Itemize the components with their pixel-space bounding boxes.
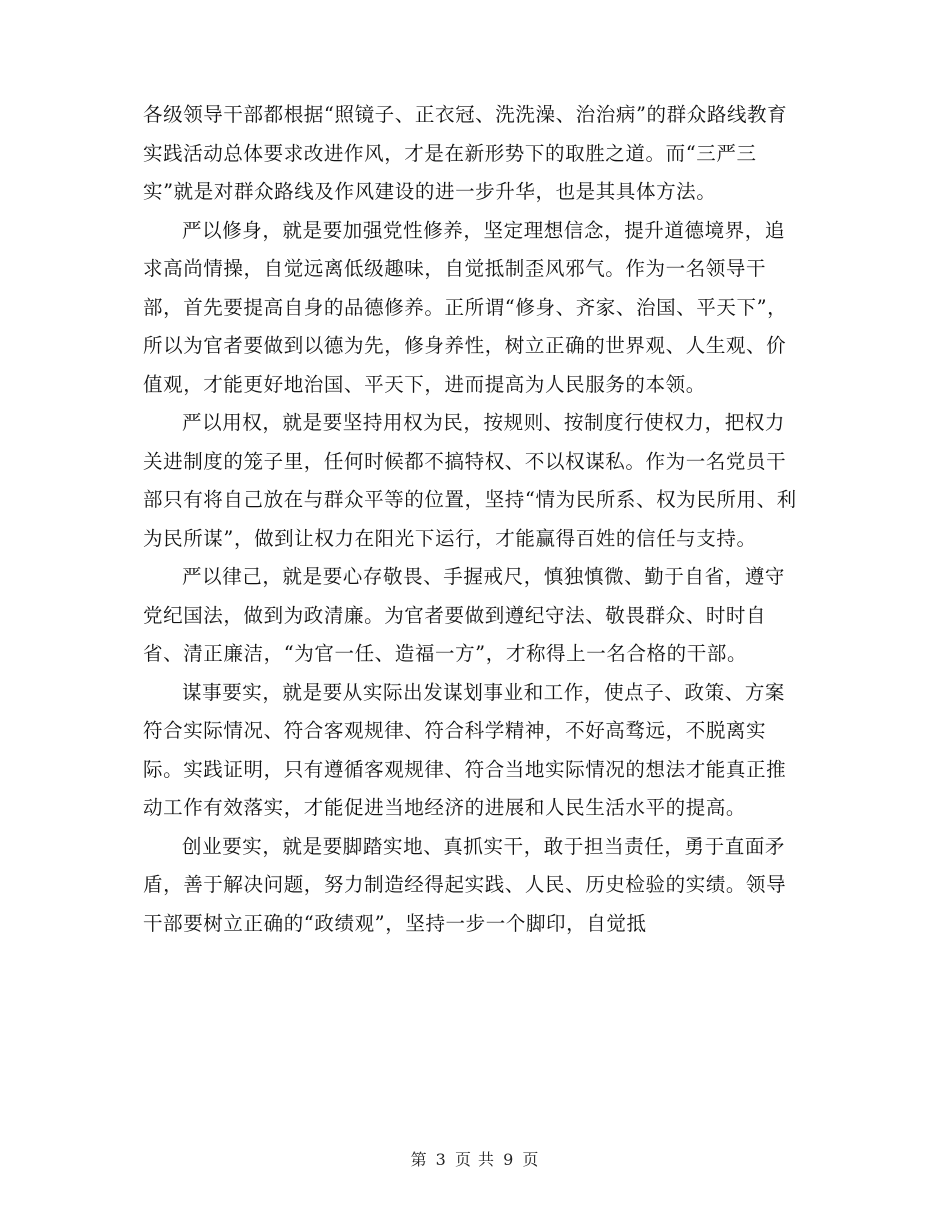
footer-middle: 页 共 bbox=[454, 1150, 496, 1169]
text-line: 各级领导干部都根据“照镜子、正衣冠、洗洗澡、治治病”的群众路 bbox=[143, 103, 727, 126]
paragraph bbox=[143, 674, 803, 828]
text-line: 平的提高。 bbox=[645, 796, 747, 819]
footer-current-page: 3 bbox=[435, 1150, 447, 1169]
text-line: “三严三实”就是对群众路线及作风建设的进一步升华，也是其具体 bbox=[143, 141, 757, 203]
text-line: 权为民所用、利为民所谋”，做到让权力在阳光下运行，才能赢得百 bbox=[143, 488, 797, 550]
text-line: 导干部，首先要提高自身的品德修养。正所谓“修身、齐家、治国、 bbox=[143, 257, 767, 319]
text-line: 遵守党纪国法，做到为政清廉。为官者要做到遵纪守法、敬畏群众、 bbox=[143, 565, 786, 627]
text-line: 权力关进制度的笼子里，任何时候都不搞特权、不以权谋私。作为一 bbox=[143, 411, 786, 473]
text-line: 方案符合实际情况、符合客观规律、符合科学精神，不好高骛远，不 bbox=[143, 680, 786, 742]
text-line: 观、人生观、价值观，才能更好地治国、平天下，进而提高为人民服 bbox=[143, 334, 787, 396]
text-line: 方法。 bbox=[656, 180, 717, 203]
text-line: 时时自省、清正廉洁，“为官一任、造福一方”，才称得上一名合格 bbox=[143, 603, 767, 665]
text-line: 脱离实际。实践证明，只有遵循客观规律、符合当地实际情况的想法 bbox=[143, 719, 767, 781]
text-line: 严以修身，就是要加强党性修养，坚定理想信念，提升道德境界， bbox=[182, 218, 765, 242]
text-line: 线教育实践活动总体要求改进作风，才是在新形势下的取胜之道。而 bbox=[143, 103, 788, 165]
document-body bbox=[143, 96, 803, 943]
text-line: 的干部。 bbox=[666, 642, 748, 665]
paragraph bbox=[143, 96, 803, 212]
text-line: 面矛盾，善于解决问题，努力制造经得起实践、人民、历史检验的实 bbox=[143, 834, 786, 896]
text-line: 严以用权，就是要坚持用权为民，按规则、按制度行使权力，把 bbox=[182, 411, 745, 434]
footer-suffix: 页 bbox=[522, 1150, 540, 1169]
footer-prefix: 第 bbox=[410, 1150, 428, 1169]
text-line: 平天下”，所以为官者要做到以德为先，修身养性，树立正确的世界 bbox=[143, 295, 788, 357]
text-line: 严以律己，就是要心存敬畏、手握戒尺，慎独慎微、勤于自省， bbox=[182, 565, 745, 588]
text-line: 谋事要实，就是要从实际出发谋划事业和工作，使点子、政策、 bbox=[182, 680, 745, 704]
paragraph bbox=[143, 404, 803, 558]
text-line: 才能真正推动工作有效落实，才能促进当地经济的进展和人民生活水 bbox=[143, 757, 787, 819]
text-line: 追求高尚情操，自觉远离低级趣味，自觉抵制歪风邪气。作为一名领 bbox=[143, 218, 786, 280]
text-line: 绩。领导干部要树立正确的“政绩观”，坚持一步一个脚印，自觉抵 bbox=[143, 873, 787, 935]
paragraph bbox=[143, 828, 803, 944]
page-number-footer bbox=[0, 1150, 950, 1170]
text-line: 务的本领。 bbox=[605, 372, 706, 396]
footer-total-pages: 9 bbox=[503, 1150, 515, 1169]
text-line: 创业要实，就是要脚踏实地、真抓实干，敢于担当责任，勇于直 bbox=[182, 834, 745, 858]
paragraph bbox=[143, 212, 803, 405]
paragraph bbox=[143, 558, 803, 674]
text-line: 名党员干部只有将自己放在与群众平等的位置，坚持“情为民所系、 bbox=[143, 449, 787, 511]
text-line: 姓的信任与支持。 bbox=[595, 526, 757, 550]
